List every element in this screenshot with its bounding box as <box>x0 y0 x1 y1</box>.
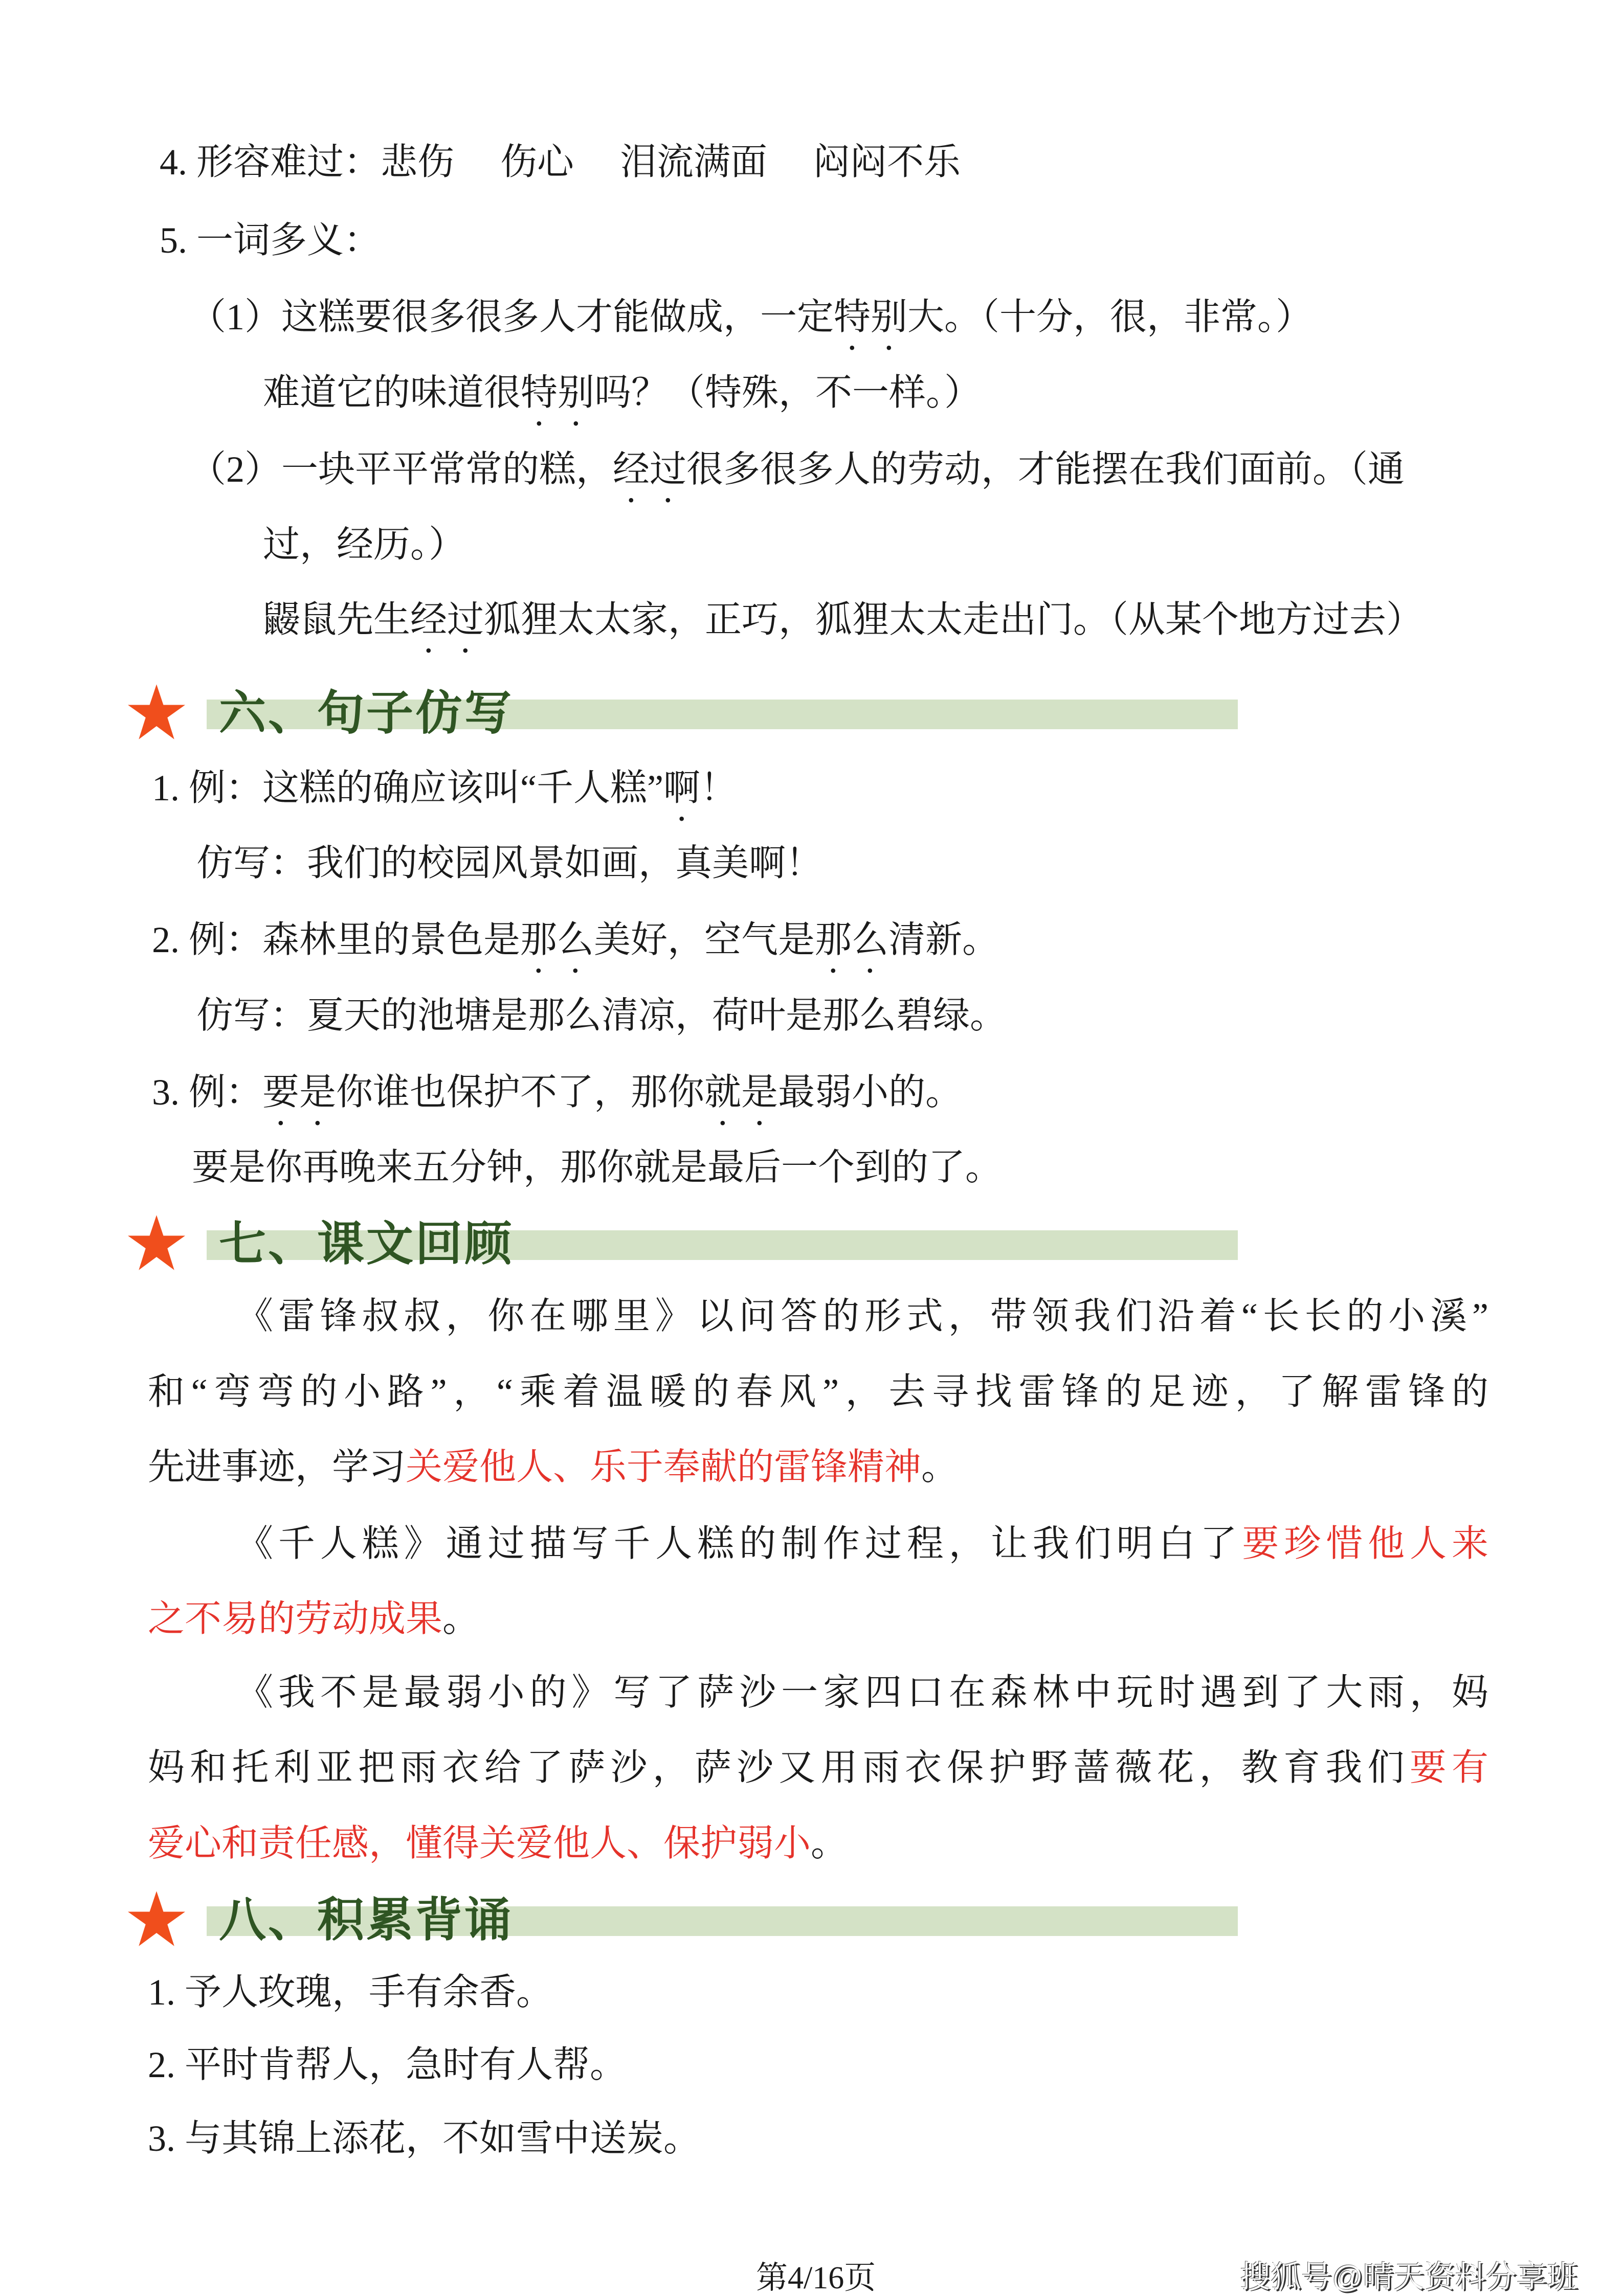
emphasized-word: 那么 <box>520 919 594 960</box>
review-para2-line2 <box>148 1593 479 1645</box>
text: 吗？（特殊，不一样。） <box>594 372 982 413</box>
emphasized-word: 就是 <box>704 1072 778 1113</box>
polysemy-2c <box>263 594 1423 661</box>
text: 难道它的味道很 <box>263 372 521 413</box>
imitation-1: 仿写：我们的校园风景如画，真美啊！ <box>196 843 823 884</box>
text: 大。（十分，很，非常。） <box>907 297 1313 337</box>
section-title: 八、积累背诵 <box>219 1894 514 1946</box>
review-para1-line2: 和“弯弯的小路”，“乘着温暖的春风”，去寻找雷锋的足迹，了解雷锋的 <box>148 1371 1488 1412</box>
imitation-2: 仿写：夏天的池塘是那么清凉，荷叶是那么碧绿。 <box>196 995 1007 1036</box>
recitation-item: 2. 平时肯帮人，急时有人帮。 <box>148 2044 627 2085</box>
text: 清新。 <box>888 919 999 960</box>
key-point: 之不易的劳动成果 <box>148 1599 443 1639</box>
text: 。 <box>921 1447 959 1488</box>
section-header-6 <box>128 680 1238 747</box>
example-3 <box>152 1067 962 1133</box>
text: 妈和托利亚把雨衣给了萨沙，萨沙又用雨衣保护野蔷薇花，教育我们 <box>148 1747 1410 1788</box>
text: 最弱小的。 <box>778 1072 963 1113</box>
text: （2）一块平平常常的糕， <box>189 449 613 490</box>
star-icon <box>128 1215 185 1270</box>
text: 你谁也保护不了，那你 <box>336 1072 705 1113</box>
emphasized-word: 经过 <box>613 449 687 490</box>
example-1 <box>152 762 737 829</box>
text: ！ <box>700 768 737 808</box>
review-para1-line1: 《雷锋叔叔，你在哪里》以问答的形式，带领我们沿着“长长的小溪” <box>236 1296 1488 1337</box>
review-para3-line2 <box>148 1742 1488 1793</box>
polysemy-heading: 5. 一词多义： <box>160 220 381 261</box>
example-2 <box>152 914 999 981</box>
emphasized-word: 经过 <box>410 599 484 640</box>
text: 。 <box>811 1823 848 1864</box>
section-header-7 <box>128 1211 1238 1277</box>
text: 3. 例： <box>152 1072 263 1113</box>
key-point: 要有 <box>1409 1747 1488 1788</box>
text: 《千人糕》通过描写千人糕的制作过程，让我们明白了 <box>236 1523 1242 1564</box>
review-para1-line3 <box>148 1442 958 1493</box>
review-para3-line3 <box>148 1818 848 1869</box>
polysemy-2b: 过，经历。） <box>263 524 466 565</box>
emphasized-word: 要是 <box>262 1072 337 1113</box>
key-point: 要珍惜他人来 <box>1242 1523 1488 1564</box>
text: 狐狸太太家，正巧，狐狸太太走出门。（从某个地方过去） <box>484 599 1423 640</box>
page-number: 第4/16页 <box>756 2261 876 2295</box>
recitation-item: 1. 予人玫瑰，手有余香。 <box>148 1972 553 2013</box>
text: 很多很多人的劳动，才能摆在我们面前。（通 <box>686 449 1405 490</box>
text: 美好，空气是 <box>594 919 815 960</box>
section-header-8 <box>128 1887 1238 1953</box>
text: （1）这糕要很多很多人才能做成，一定 <box>189 297 834 337</box>
polysemy-1b <box>263 367 981 434</box>
polysemy-1a <box>189 291 1312 358</box>
emphasized-word: 特别 <box>834 297 908 337</box>
review-para2-line1 <box>236 1518 1488 1569</box>
recitation-item: 3. 与其锦上添花，不如雪中送炭。 <box>148 2118 701 2159</box>
text: 1. 例：这糕的确应该叫“千人糕” <box>152 768 663 808</box>
review-para3-line1: 《我不是最弱小的》写了萨沙一家四口在森林中玩时遇到了大雨，妈 <box>236 1672 1488 1713</box>
emphasized-word: 啊 <box>663 768 700 808</box>
polysemy-2a <box>189 444 1405 510</box>
text: 。 <box>442 1599 480 1639</box>
imitation-3: 要是你再晚来五分钟，那你就是最后一个到的了。 <box>192 1147 1003 1188</box>
text: 先进事迹，学习 <box>148 1447 406 1488</box>
emphasized-word: 特别 <box>521 372 595 413</box>
section-title: 六、句子仿写 <box>219 687 514 739</box>
key-point: 爱心和责任感，懂得关爱他人、保护弱小 <box>148 1823 811 1864</box>
star-icon <box>128 684 185 739</box>
key-point: 关爱他人、乐于奉献的雷锋精神 <box>406 1447 922 1488</box>
watermark: 搜狐号@晴天资料分享班 <box>1240 2260 1578 2294</box>
text: 2. 例：森林里的景色是 <box>152 919 521 960</box>
emphasized-word: 那么 <box>815 919 889 960</box>
synonym-line: 4. 形容难过：悲伤 伤心 泪流满面 闷闷不乐 <box>160 142 961 183</box>
text: 鼹鼠先生 <box>263 599 411 640</box>
star-icon <box>128 1891 185 1946</box>
section-title: 七、课文回顾 <box>219 1218 514 1270</box>
